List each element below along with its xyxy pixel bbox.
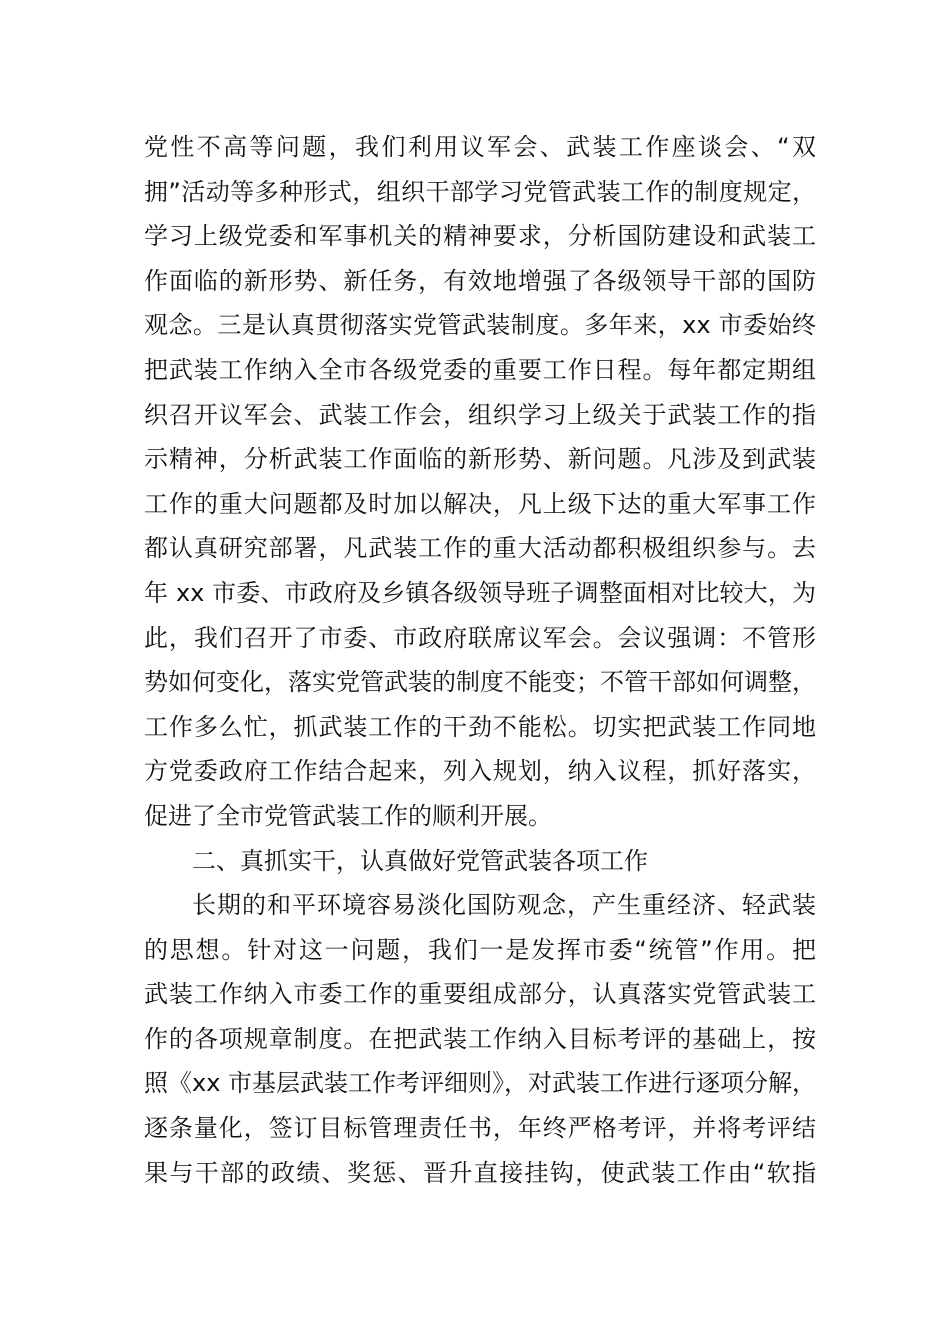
- text-line: 拥”活动等多种形式，组织干部学习党管武装工作的制度规定，: [144, 177, 816, 206]
- text-line: 果与干部的政绩、奖惩、晋升直接挂钩，使武装工作由“软指: [144, 1158, 816, 1187]
- text-line: 工作的重大问题都及时加以解决，凡上级下达的重大军事工作: [144, 489, 816, 518]
- text-line: 长期的和平环境容易淡化国防观念，产生重经济、轻武装: [192, 891, 816, 920]
- text-line: 逐条量化，签订目标管理责任书，年终严格考评，并将考评结: [144, 1114, 816, 1143]
- text-line: 党性不高等问题，我们利用议军会、武装工作座谈会、“双: [144, 133, 816, 161]
- text-line: 的思想。针对这一问题，我们一是发挥市委“统管”作用。把: [144, 935, 816, 964]
- text-line: 作的各项规章制度。在把武装工作纳入目标考评的基础上，按: [144, 1024, 816, 1053]
- text-line: 武装工作纳入市委工作的重要组成部分，认真落实党管武装工: [144, 980, 816, 1009]
- paragraph-1: [144, 125, 816, 1195]
- text-line: 把武装工作纳入全市各级党委的重要工作日程。每年都定期组: [144, 355, 816, 384]
- text-line: 示精神，分析武装工作面临的新形势、新问题。凡涉及到武装: [144, 445, 816, 474]
- text-line: 观念。三是认真贯彻落实党管武装制度。多年来，xx 市委始终: [144, 311, 816, 340]
- text-line: 都认真研究部署，凡武装工作的重大活动都积极组织参与。去: [144, 534, 816, 563]
- text-line: 作面临的新形势、新任务，有效地增强了各级领导干部的国防: [144, 266, 816, 295]
- text-line: 学习上级党委和军事机关的精神要求，分析国防建设和武装工: [144, 222, 816, 251]
- text-line: 此，我们召开了市委、市政府联席议军会。会议强调：不管形: [144, 623, 816, 652]
- text-line: 势如何变化，落实党管武装的制度不能变；不管干部如何调整，: [144, 668, 816, 697]
- text-line: 工作多么忙，抓武装工作的干劲不能松。切实把武装工作同地: [144, 712, 816, 741]
- text-line: 织召开议军会、武装工作会，组织学习上级关于武装工作的指: [144, 400, 816, 429]
- text-line: 促进了全市党管武装工作的顺利开展。: [144, 801, 552, 830]
- text-line: 方党委政府工作结合起来，列入规划，纳入议程，抓好落实，: [144, 757, 816, 786]
- text-line: 照《xx 市基层武装工作考评细则》，对武装工作进行逐项分解，: [144, 1069, 816, 1098]
- text-line: 年 xx 市委、市政府及乡镇各级领导班子调整面相对比较大，为: [144, 578, 816, 607]
- section-heading: 二、真抓实干，认真做好党管武装各项工作: [192, 846, 648, 875]
